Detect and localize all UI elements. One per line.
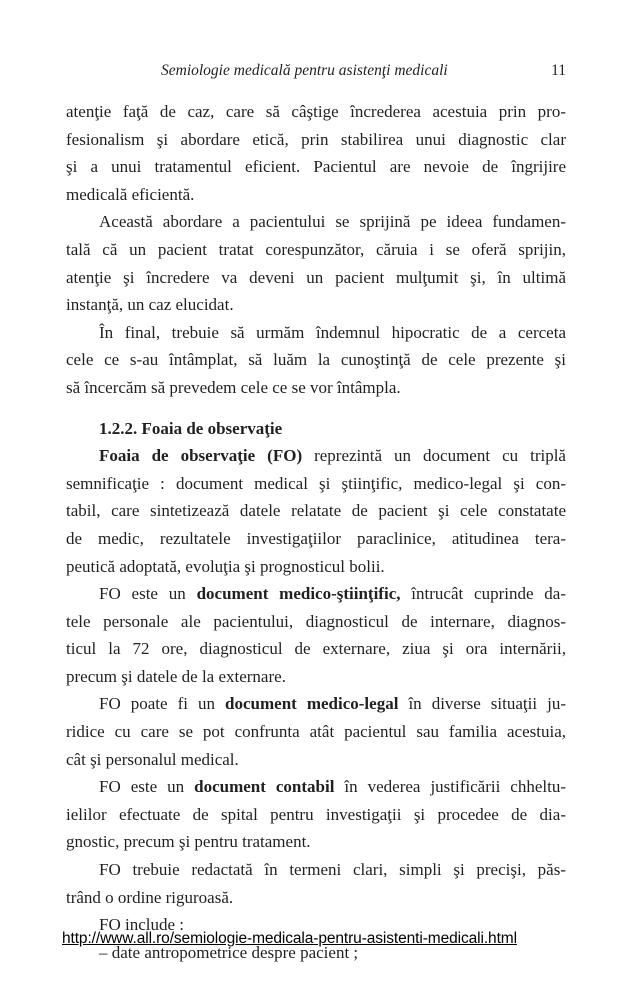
text-segment: Această abordare a pacientului se sprijină pe ideea fundamen-	[99, 212, 566, 232]
text-segment: peutică adoptată, evoluţia şi prognosticul bolii.	[66, 556, 385, 576]
text-line	[66, 319, 566, 347]
page-number: 11	[551, 62, 566, 79]
text-segment: atenţie şi încredere va deveni un pacient mulţumit şi, în ultimă	[66, 267, 566, 287]
text-segment: ielilor efectuate de spital pentru investigaţii şi procedee de dia-	[66, 804, 566, 824]
text-line	[66, 153, 566, 181]
text-line	[66, 635, 566, 663]
text-segment: în vederea justificării chheltu-	[334, 777, 566, 797]
bold-term: document contabil	[194, 777, 335, 797]
text-segment: tele personale ale pacientului, diagnosticul de internare, diagnos-	[66, 611, 566, 631]
text-segment: în diverse situaţii ju-	[398, 694, 566, 714]
running-title: Semiologie medicală pentru asistenţi medicali	[161, 62, 448, 79]
text-line	[66, 98, 566, 126]
body-text	[66, 98, 566, 966]
text-segment: tabil, care sintetizează datele relatate de pacient şi cele constatate	[66, 501, 566, 521]
text-segment: instanţă, un caz elucidat.	[66, 295, 234, 315]
text-line	[66, 801, 566, 829]
text-segment: FO este un	[99, 777, 195, 797]
text-segment: precum şi datele de la externare.	[66, 666, 286, 686]
text-segment: semnificaţie : document medical şi ştiinţific, medico-legal şi con-	[66, 473, 566, 493]
text-line	[66, 856, 566, 884]
text-line	[66, 553, 566, 581]
bold-term: document medico-legal	[225, 694, 399, 714]
text-line	[66, 525, 566, 553]
text-line	[66, 264, 566, 292]
text-line	[66, 181, 566, 209]
text-line	[66, 746, 566, 774]
text-segment: trând o ordine riguroasă.	[66, 887, 234, 907]
text-segment: tală că un pacient tratat corespunzător, căruia i se oferă sprijin,	[66, 239, 566, 259]
text-line	[66, 580, 566, 608]
text-segment: gnostic, precum şi pentru tratament.	[66, 832, 311, 852]
text-line	[66, 126, 566, 154]
text-segment: FO include :	[99, 915, 184, 935]
text-segment: atenţie faţă de caz, care să câştige încrederea acestuia prin pro-	[66, 102, 566, 121]
text-segment: ticul la 72 ore, diagnosticul de externare, ziua şi ora internării,	[66, 639, 566, 659]
text-line	[66, 884, 566, 912]
text-segment: ridice cu care se pot confrunta atât pacientul sau familia acestuia,	[66, 722, 566, 742]
text-line	[66, 236, 566, 264]
text-line	[66, 773, 566, 801]
text-segment: FO este un	[99, 584, 197, 604]
section-heading	[66, 415, 566, 443]
text-segment: cât şi personalul medical.	[66, 749, 239, 769]
text-line	[66, 690, 566, 718]
text-line	[66, 718, 566, 746]
text-line	[66, 208, 566, 236]
text-segment: reprezintă un document cu triplă	[302, 446, 566, 466]
text-segment: – date antropometrice despre pacient ;	[99, 942, 359, 962]
text-line	[66, 828, 566, 856]
paragraph-gap	[66, 402, 566, 415]
text-segment: În final, trebuie să urmăm îndemnul hipocratic de a cerceta	[99, 322, 566, 342]
text-line	[66, 346, 566, 374]
text-segment: şi a unui tratamentul eficient. Pacientul are nevoie de îngrijire	[66, 157, 566, 177]
text-segment: medicală eficientă.	[66, 184, 195, 204]
text-line	[66, 608, 566, 636]
text-segment: fesionalism şi abordare etică, prin stabilirea unui diagnostic clar	[66, 129, 566, 149]
running-header	[66, 62, 566, 84]
text-segment: FO trebuie redactată în termeni clari, simpli şi precişi, păs-	[99, 860, 566, 880]
text-line	[66, 663, 566, 691]
text-line	[66, 374, 566, 402]
text-segment: cele ce s-au întâmplat, să luăm la cunoştinţă de cele prezente şi	[66, 350, 566, 370]
text-segment: întrucât cuprinde da-	[400, 584, 567, 604]
bold-term: document medico-ştiinţific,	[196, 584, 401, 604]
text-line	[66, 442, 566, 470]
text-line	[66, 497, 566, 525]
bold-term: Foaia de observaţie (FO)	[99, 446, 303, 466]
text-segment: FO poate fi un	[99, 694, 226, 714]
text-segment: de medic, rezultatele investigaţiilor paraclinice, atitudinea tera-	[66, 528, 566, 548]
text-line	[66, 291, 566, 319]
text-segment: să încercăm să prevedem cele ce se vor întâmpla.	[66, 377, 401, 397]
text-line	[66, 470, 566, 498]
bold-term: 1.2.2. Foaia de observaţie	[99, 418, 283, 438]
source-url-link[interactable]: http://www.all.ro/semiologie-medicala-pentru-asistenti-medicali.html	[62, 930, 517, 947]
